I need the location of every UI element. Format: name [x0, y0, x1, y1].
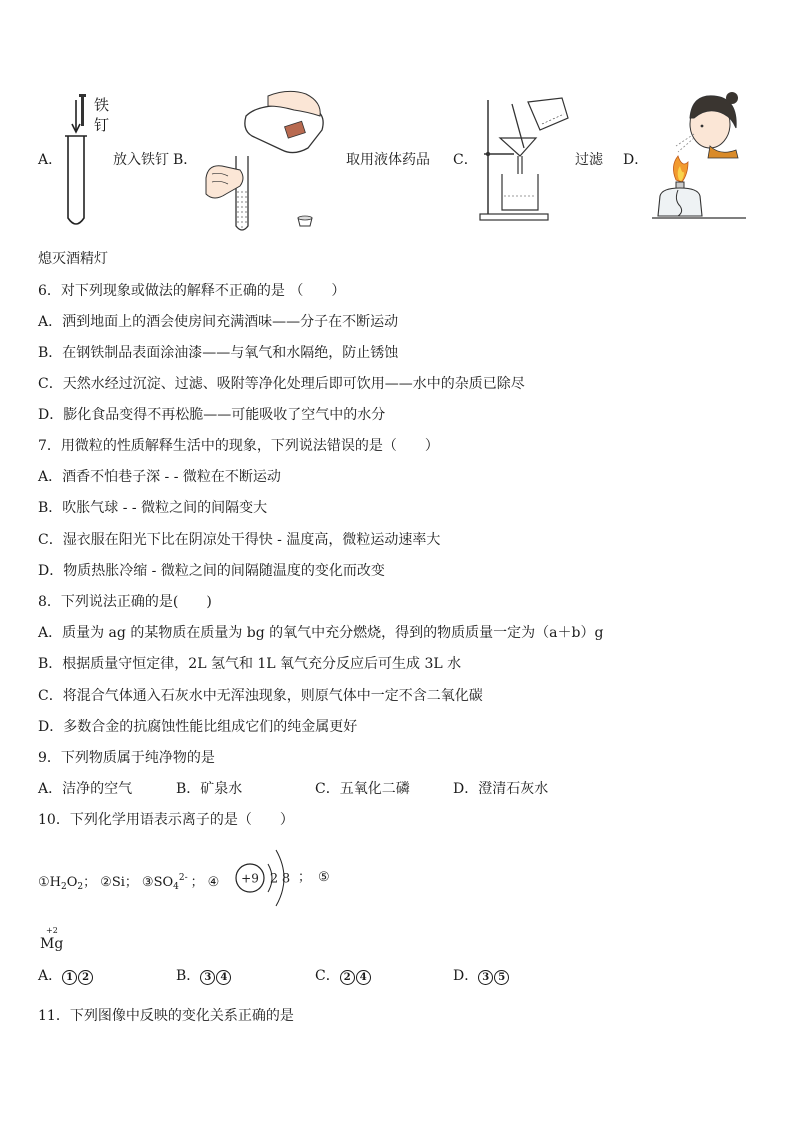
formula-item-4-number: ④	[207, 875, 220, 890]
question-11-stem: 11．下列图像中反映的变化关系正确的是	[38, 1008, 294, 1024]
shell-2-electrons: 8	[281, 871, 291, 887]
question-9-option-a: A．洁净的空气	[38, 781, 133, 797]
question-10-option-c: C． 2 4	[315, 967, 372, 985]
shell-1-electrons: 2	[269, 871, 279, 887]
formula-item-5-number: ⑤	[318, 870, 330, 885]
question-10-option-a: A． 1 2	[38, 967, 94, 985]
question-6-option-b: B．在钢铁制品表面涂油漆——与氧气和水隔绝，防止锈蚀	[38, 345, 399, 361]
question-6-option-a: A．洒到地面上的酒会使房间充满酒味——分子在不断运动	[38, 314, 399, 330]
question-7-option-d: D．物质热胀冷缩 - 微粒之间的间隔随温度的变化而改变	[38, 563, 385, 579]
formula-so4-ion: $SO_4^{2-}$	[153, 873, 188, 892]
question-7-option-a: A．酒香不怕巷子深 - - 微粒在不断运动	[38, 469, 281, 485]
question-9-stem: 9．下列物质属于纯净物的是	[38, 750, 215, 766]
option-d-caption: 熄灭酒精灯	[38, 251, 108, 267]
mg-symbol: Mg	[40, 936, 64, 952]
filtration-apparatus-figure	[478, 96, 573, 226]
mg-charge: +2	[46, 926, 58, 935]
question-8-option-b: B．根据质量守恒定律，2L 氢气和 1L 氧气充分反应后可生成 3L 水	[38, 656, 462, 672]
option-a-iron-char: 铁	[94, 96, 110, 114]
option-a-label: A．	[38, 152, 63, 168]
question-8-option-d: D．多数合金的抗腐蚀性能比组成它们的纯金属更好	[38, 719, 358, 735]
question-10-stem: 10．下列化学用语表示离子的是（ ）	[38, 812, 294, 828]
question-8-stem: 8．下列说法正确的是( )	[38, 594, 212, 610]
formula-item-2-number: ②	[100, 875, 112, 890]
question-8-option-c: C．将混合气体通入石灰水中无浑浊现象，则原气体中一定不含二氧化碳	[38, 688, 483, 704]
question-6-option-d: D．膨化食品变得不再松脆——可能吸收了空气中的水分	[38, 407, 386, 423]
option-b-caption: 取用液体药品	[346, 152, 430, 168]
question-10-formula-line: $①H_2O_2$； ②Si； $③SO_4^{2-}$ ； ④	[38, 873, 220, 892]
atomic-structure-diagram	[232, 842, 308, 916]
question-10-option-d: D． 3 5	[453, 967, 510, 985]
question-7-option-b: B．吹胀气球 - - 微粒之间的间隔变大	[38, 500, 268, 516]
pour-liquid-figure	[198, 86, 333, 236]
question-7-stem: 7．用微粒的性质解释生活中的现象，下列说法错误的是（ ）	[38, 438, 439, 454]
question-6-option-c: C．天然水经过沉淀、过滤、吸附等净化处理后即可饮用——水中的杂质已除尽	[38, 376, 525, 392]
nucleus-charge: +9	[241, 871, 259, 886]
question-7-option-c: C．湿衣服在阳光下比在阴凉处干得快 - 温度高，微粒运动速率大	[38, 532, 441, 548]
option-b-label: B．	[173, 152, 198, 168]
option-a-caption: 放入铁钉	[113, 152, 169, 168]
option-c-label: C．	[453, 152, 478, 168]
question-10-option-b: B． 3 4	[176, 967, 232, 985]
question-9-option-d: D．澄清石灰水	[453, 781, 549, 797]
extinguish-alcohol-lamp-figure	[648, 88, 748, 228]
formula-item-3-number: ③	[141, 875, 154, 890]
formula-sep-4: ；	[298, 870, 312, 885]
option-d-label: D．	[623, 152, 649, 168]
question-8-option-a: A．质量为 ag 的某物质在质量为 bg 的氧气中充分燃烧，得到的物质质量一定为（a＋b）g	[38, 625, 604, 641]
question-6-stem: 6．对下列现象或做法的解释不正确的是 （ ）	[38, 283, 346, 299]
option-c-caption: 过滤	[575, 152, 603, 168]
question-9-option-c: C．五氧化二磷	[315, 781, 410, 797]
question-9-option-b: B．矿泉水	[176, 781, 243, 797]
formula-h2o2: $H_2O_2$	[49, 875, 84, 892]
formula-item-1-number: ①	[38, 875, 50, 890]
option-a-nail-char: 钉	[94, 116, 110, 134]
formula-si: Si	[111, 875, 125, 890]
